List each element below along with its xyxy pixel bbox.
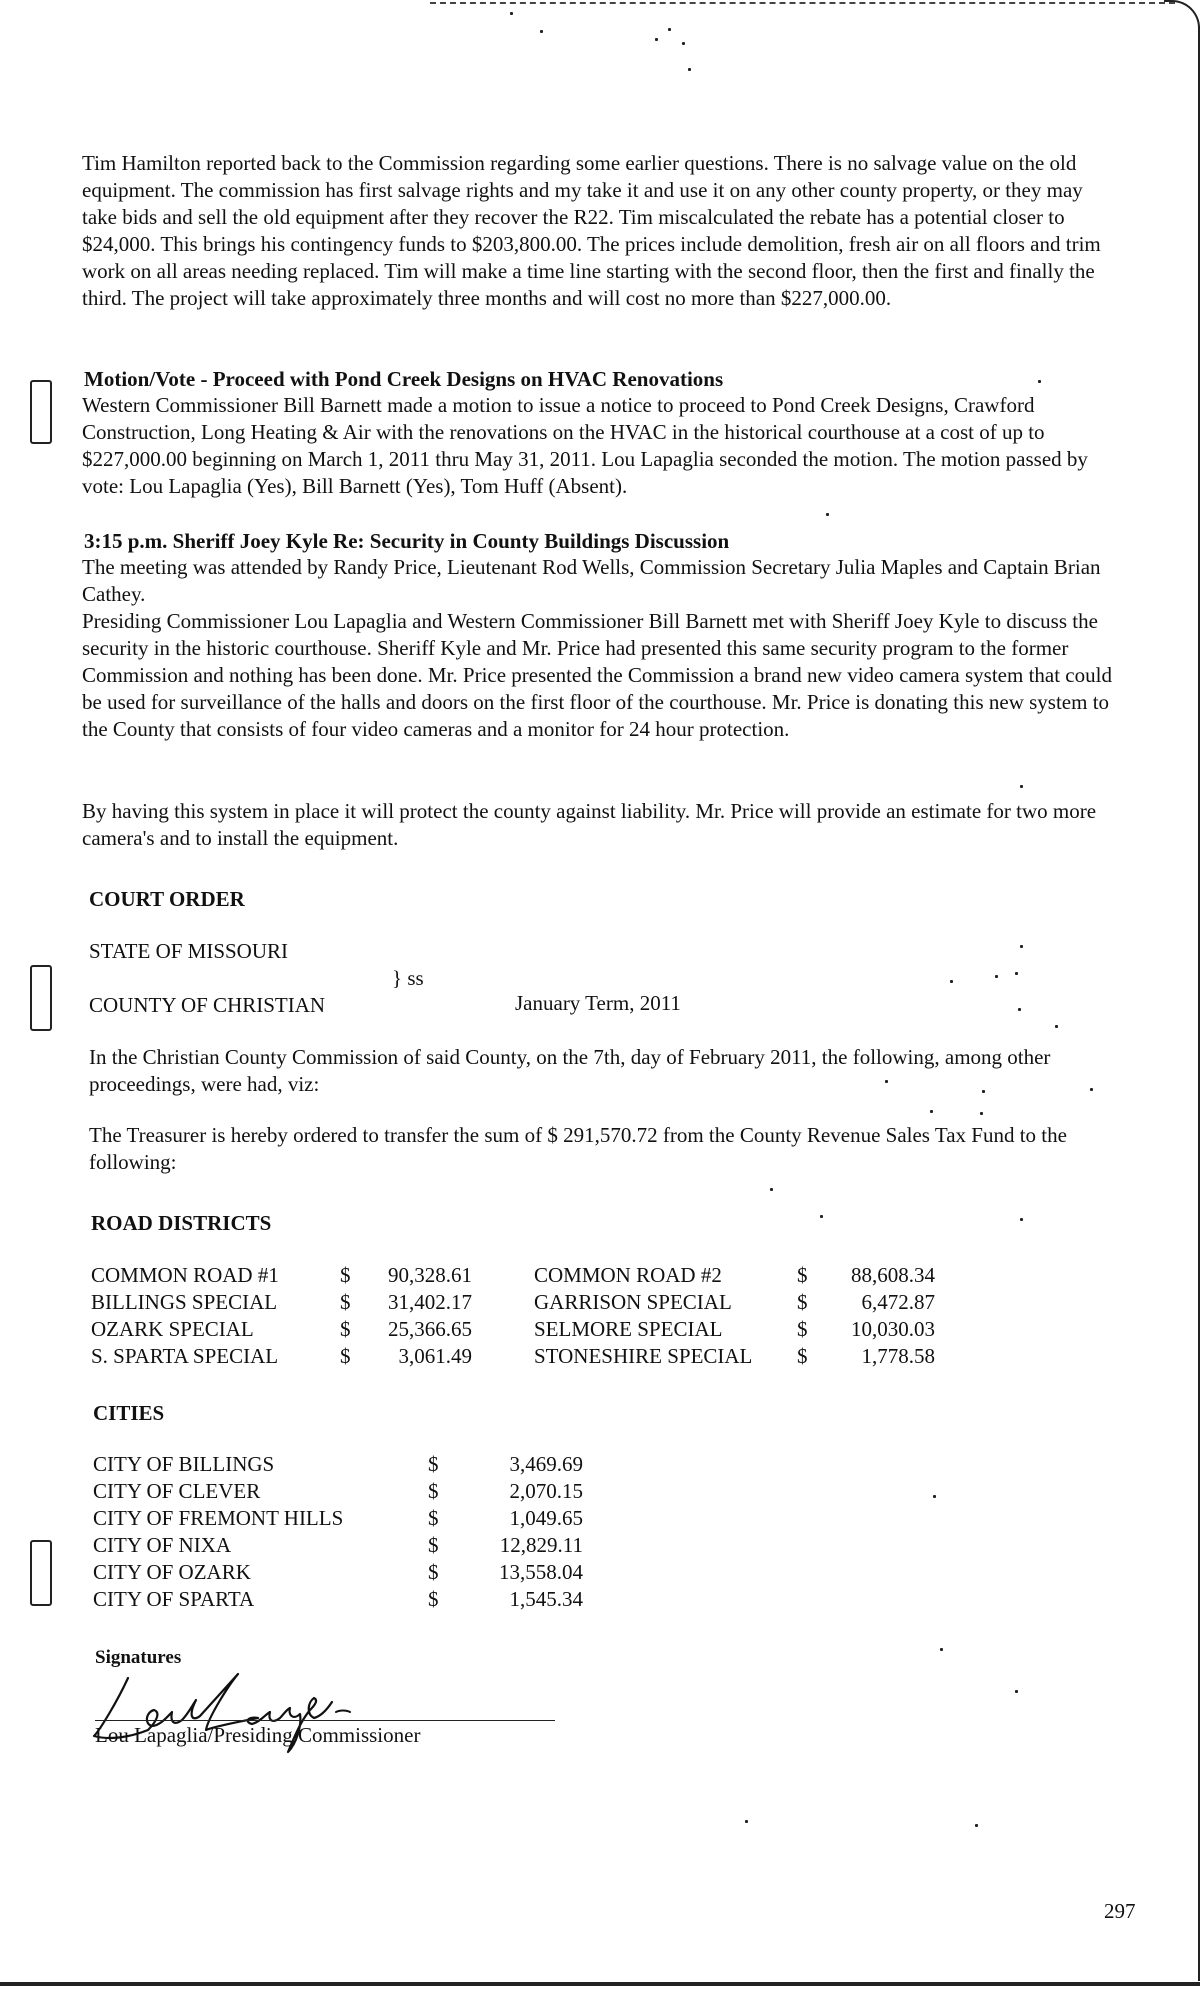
scan-speck <box>1020 785 1023 788</box>
margin-bracket <box>30 380 52 444</box>
security-heading: 3:15 p.m. Sheriff Joey Kyle Re: Security in County Buildings Discussion <box>84 529 730 553</box>
scan-speck <box>688 68 691 71</box>
margin-bracket <box>30 965 52 1031</box>
scan-speck <box>770 1188 773 1191</box>
hamilton-report-paragraph: Tim Hamilton reported back to the Commission regarding some earlier questions. There is no salvage value on the old equipment. The commission has first salvage rights and my take it and use it on any other county property, or they may take bids and sell the old equipment after they recover the R22. Tim miscalculated the rebate has a potential closer to $24,000. This brings his contingency funds to $203,800.00. The prices include demolition, fresh air on all floors and trim work on all areas needing replaced. Tim will make a time line starting with the second floor, then the first and finally the third. The project will take approximately three months and will cost no more than $227,000.00. <box>82 151 1101 310</box>
scan-speck <box>826 513 829 516</box>
road-district-name: GARRISON SPECIAL <box>534 1290 732 1314</box>
court-order-heading: COURT ORDER <box>89 887 245 911</box>
scan-edge-bottom <box>0 1982 1200 1986</box>
currency-symbol: $ <box>340 1263 351 1287</box>
scan-speck <box>745 1820 748 1823</box>
city-name: CITY OF OZARK <box>93 1560 251 1584</box>
currency-symbol: $ <box>428 1452 439 1476</box>
city-name: CITY OF SPARTA <box>93 1587 255 1611</box>
currency-symbol: $ <box>340 1290 351 1314</box>
road-district-amount: 25,366.65 <box>388 1317 472 1341</box>
scan-speck <box>975 1824 978 1827</box>
state-label: STATE OF MISSOURI <box>89 939 289 963</box>
scan-speck <box>1015 1690 1018 1693</box>
margin-bracket <box>30 1540 52 1606</box>
road-district-name: OZARK SPECIAL <box>91 1317 254 1341</box>
scan-speck <box>540 30 543 33</box>
scan-speck <box>682 42 685 45</box>
currency-symbol: $ <box>428 1560 439 1584</box>
city-amount: 3,469.69 <box>509 1452 583 1476</box>
road-district-name: COMMON ROAD #2 <box>534 1263 722 1287</box>
scan-edge-corner <box>1164 0 1200 28</box>
currency-symbol: $ <box>428 1533 439 1557</box>
scan-speck <box>980 1112 983 1115</box>
transfer-paragraph: The Treasurer is hereby ordered to transfer the sum of $ 291,570.72 from the County Revenue Sales Tax Fund to the following: <box>89 1123 1067 1174</box>
city-name: CITY OF CLEVER <box>93 1479 261 1503</box>
city-name: CITY OF FREMONT HILLS <box>93 1506 344 1530</box>
road-district-amount: 1,778.58 <box>861 1344 935 1368</box>
road-district-name: COMMON ROAD #1 <box>91 1263 279 1287</box>
scan-speck <box>940 1648 943 1651</box>
city-name: CITY OF BILLINGS <box>93 1452 275 1476</box>
city-amount: 1,049.65 <box>509 1506 583 1530</box>
page-number: 297 <box>1104 1899 1136 1923</box>
scan-speck <box>1020 945 1023 948</box>
security-paragraph: Presiding Commissioner Lou Lapaglia and Western Commissioner Bill Barnett met with Sheriff Joey Kyle to discuss the security in the historic courthouse. Sheriff Kyle and Mr. Price had presented this same security program to the former Commission and nothing has been done. Mr. Price presented the Commission a brand new video camera system that could be used for surveillance of the halls and doors on the first floor of the courthouse. Mr. Price is donating this new system to the County that consists of four video cameras and a monitor for 24 hour protection. <box>82 609 1112 741</box>
currency-symbol: $ <box>797 1317 808 1341</box>
city-amount: 13,558.04 <box>499 1560 583 1584</box>
attendance-paragraph: The meeting was attended by Randy Price, Lieutenant Rod Wells, Commission Secretary Julia Maples and Captain Brian Cathey. <box>82 555 1101 606</box>
road-district-name: S. SPARTA SPECIAL <box>91 1344 279 1368</box>
road-district-amount: 90,328.61 <box>388 1263 472 1287</box>
county-label: COUNTY OF CHRISTIAN <box>89 993 326 1017</box>
signature-line <box>95 1720 555 1721</box>
city-amount: 1,545.34 <box>509 1587 583 1611</box>
motion-heading: Motion/Vote - Proceed with Pond Creek Designs on HVAC Renovations <box>84 367 724 391</box>
road-district-amount: 88,608.34 <box>851 1263 935 1287</box>
scan-speck <box>655 38 658 41</box>
scan-speck <box>930 1110 933 1113</box>
scan-speck <box>933 1495 936 1498</box>
road-district-amount: 3,061.49 <box>398 1344 472 1368</box>
currency-symbol: $ <box>428 1587 439 1611</box>
scan-speck <box>1038 380 1041 383</box>
scan-speck <box>510 12 513 15</box>
road-district-name: BILLINGS SPECIAL <box>91 1290 278 1314</box>
city-name: CITY OF NIXA <box>93 1533 232 1557</box>
road-district-name: SELMORE SPECIAL <box>534 1317 723 1341</box>
currency-symbol: $ <box>340 1317 351 1341</box>
signatures-heading: Signatures <box>95 1647 182 1668</box>
term-label: January Term, 2011 <box>515 991 681 1015</box>
motion-paragraph: Western Commissioner Bill Barnett made a motion to issue a notice to proceed to Pond Creek Designs, Crawford Construction, Long Heating & Air with the renovations on the HVAC in the historical courthouse at a cost of up to $227,000.00 beginning on March 1, 2011 thru May 31, 2011. Lou Lapaglia seconded the motion. The motion passed by vote: Lou Lapaglia (Yes), Bill Barnett (Yes), Tom Huff (Absent). <box>82 393 1088 498</box>
scan-speck <box>950 980 953 983</box>
currency-symbol: $ <box>797 1263 808 1287</box>
proceedings-paragraph: In the Christian County Commission of said County, on the 7th, day of February 2011, the following, among other proceedings, were had, viz: <box>89 1045 1051 1096</box>
currency-symbol: $ <box>797 1344 808 1368</box>
scan-speck <box>1018 1008 1021 1011</box>
road-districts-heading: ROAD DISTRICTS <box>91 1211 272 1235</box>
currency-symbol: $ <box>428 1506 439 1530</box>
scan-speck <box>1055 1025 1058 1028</box>
road-district-name: STONESHIRE SPECIAL <box>534 1344 753 1368</box>
road-district-amount: 10,030.03 <box>851 1317 935 1341</box>
scan-speck <box>820 1215 823 1218</box>
currency-symbol: $ <box>428 1479 439 1503</box>
currency-symbol: $ <box>340 1344 351 1368</box>
scan-speck <box>1015 972 1018 975</box>
scan-speck <box>1020 1218 1023 1221</box>
cities-heading: CITIES <box>93 1401 165 1425</box>
liability-paragraph: By having this system in place it will protect the county against liability. Mr. Price will provide an estimate for two more camera's and to install the equipment. <box>82 799 1097 850</box>
road-district-amount: 6,472.87 <box>861 1290 935 1314</box>
road-district-amount: 31,402.17 <box>388 1290 472 1314</box>
city-amount: 2,070.15 <box>509 1479 583 1503</box>
scan-edge-top <box>430 2 1175 4</box>
scan-speck <box>995 975 998 978</box>
signer-name: Lou Lapaglia/Presiding Commissioner <box>95 1723 421 1747</box>
scan-speck <box>668 28 671 31</box>
ss-brace: } ss <box>392 966 424 990</box>
currency-symbol: $ <box>797 1290 808 1314</box>
city-amount: 12,829.11 <box>499 1533 583 1557</box>
